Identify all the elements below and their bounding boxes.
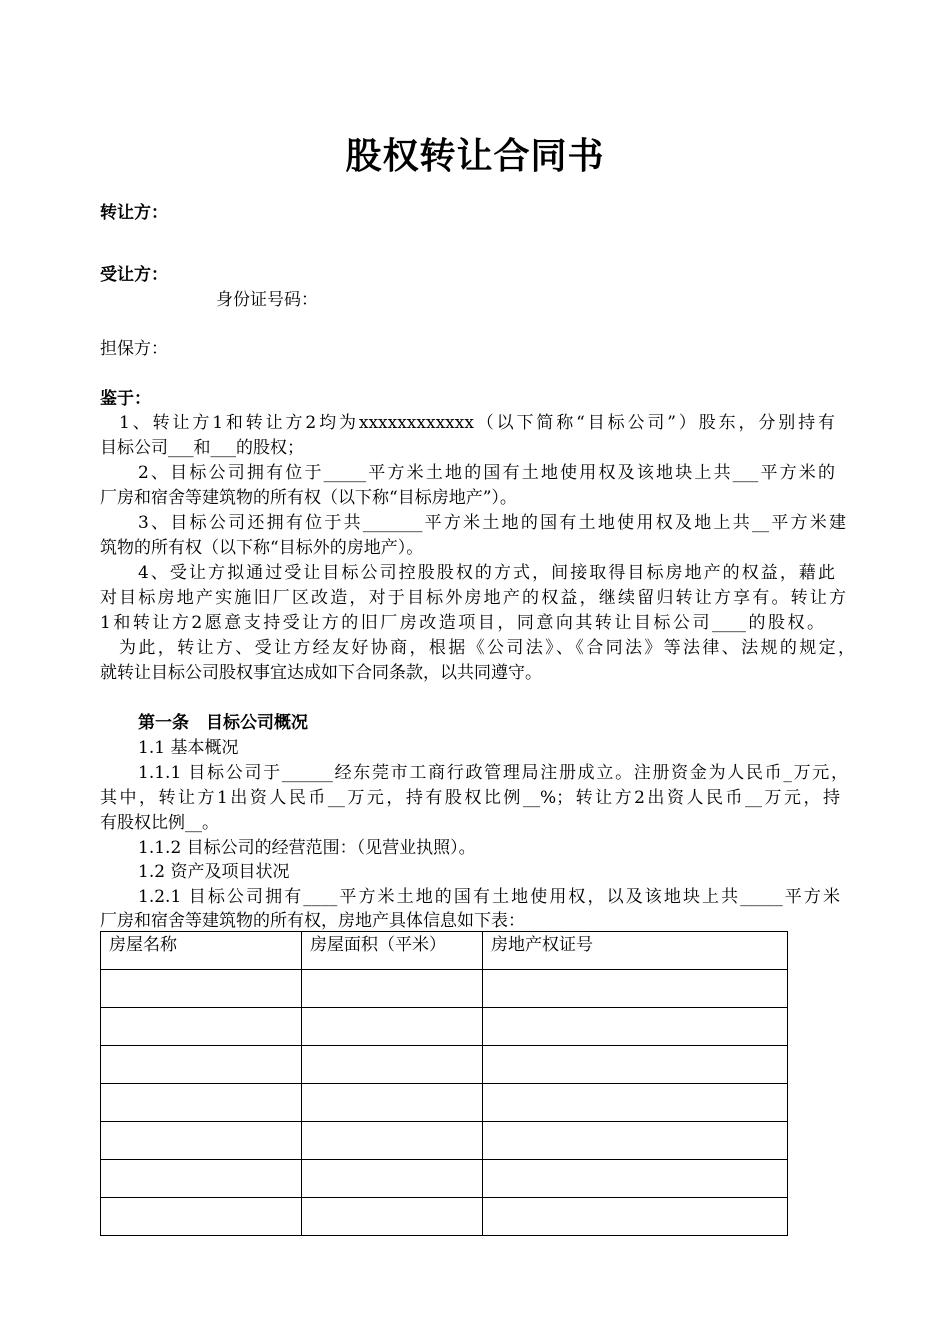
- table-cell: [483, 1160, 788, 1198]
- table-cell: [101, 1008, 302, 1046]
- whereas-line: 目标公司___和___的股权；: [100, 438, 304, 458]
- article-line: 1.2 资产及项目状况: [138, 862, 290, 882]
- table-cell: [101, 1160, 302, 1198]
- article-line: 其中，转让方1出资人民币__万元，持有股权比例__%；转让方2出资人民币__万元，持: [100, 788, 840, 808]
- table-cell: [483, 1198, 788, 1236]
- article1-heading: 第一条 目标公司概况: [138, 713, 308, 733]
- whereas-line: 对目标房地产实施旧厂区改造，对于目标外房地产的权益，继续留归转让方享有。转让方: [100, 588, 846, 608]
- table-row: [101, 1084, 788, 1122]
- whereas-line: 1、转让方1和转让方2均为xxxxxxxxxxxx（以下简称“目标公司”）股东，分别持有: [119, 413, 835, 433]
- article-line: 1.1.2 目标公司的经营范围：（见营业执照）。: [138, 838, 476, 858]
- header-house-area: 房屋面积（平米）: [302, 932, 483, 970]
- guarantor-label: 担保方：: [100, 339, 168, 359]
- article-line: 1.1 基本概况: [138, 738, 239, 758]
- table-cell: [101, 1122, 302, 1160]
- whereas-line: 厂房和宿舍等建筑物的所有权（以下称“目标房地产”）。: [100, 488, 517, 508]
- table-cell: [101, 1198, 302, 1236]
- table-row: [101, 1122, 788, 1160]
- table-cell: [483, 1008, 788, 1046]
- table-cell: [101, 1046, 302, 1084]
- table-cell: [483, 970, 788, 1008]
- whereas-line: 就转让目标公司股权事宜达成如下合同条款，以共同遵守。: [100, 663, 542, 683]
- table-cell: [302, 970, 483, 1008]
- table-header-row: [101, 932, 788, 970]
- article-line: 有股权比例__。: [100, 813, 219, 833]
- document-title: 股权转让合同书: [345, 136, 605, 177]
- whereas-label: 鉴于：: [100, 389, 151, 409]
- transferee-label: 受让方：: [100, 265, 168, 285]
- table-cell: [302, 1084, 483, 1122]
- property-table: [100, 931, 788, 1236]
- table-cell: [302, 1122, 483, 1160]
- article-line: 1.2.1 目标公司拥有____平方米土地的国有土地使用权，以及该地块上共_____平方米: [138, 887, 840, 907]
- table-cell: [101, 1084, 302, 1122]
- whereas-line: 4、受让方拟通过受让目标公司控股股权的方式，间接取得目标房地产的权益，藉此: [138, 563, 835, 583]
- article-line: 1.1.1 目标公司于______经东莞市工商行政管理局注册成立。注册资金为人民币_万元，: [138, 763, 848, 783]
- table-cell: [302, 1046, 483, 1084]
- table-row: [101, 1198, 788, 1236]
- table-row: [101, 970, 788, 1008]
- table-cell: [302, 1008, 483, 1046]
- table-cell: [483, 1122, 788, 1160]
- article-line: 厂房和宿舍等建筑物的所有权，房地产具体信息如下表：: [100, 911, 525, 931]
- whereas-line: 筑物的所有权（以下称“目标外的房地产）。: [100, 538, 424, 558]
- id-number-label: 身份证号码：: [216, 290, 318, 310]
- table-cell: [302, 1160, 483, 1198]
- table-cell: [101, 970, 302, 1008]
- table-cell: [483, 1046, 788, 1084]
- header-house-name: 房屋名称: [101, 932, 302, 970]
- transferor-label: 转让方：: [100, 203, 168, 223]
- table-row: [101, 1008, 788, 1046]
- table-row: [101, 1160, 788, 1198]
- whereas-line: 2、目标公司拥有位于_____平方米土地的国有土地使用权及该地块上共___平方米的: [138, 463, 835, 483]
- table-cell: [483, 1084, 788, 1122]
- whereas-line: 3、目标公司还拥有位于共_______平方米土地的国有土地使用权及地上共__平方米建: [138, 513, 846, 533]
- table-cell: [302, 1198, 483, 1236]
- whereas-line: 为此，转让方、受让方经友好协商，根据《公司法》、《合同法》等法律、法规的规定，: [119, 638, 855, 658]
- table-row: [101, 1046, 788, 1084]
- header-certificate-number: 房地产权证号: [483, 932, 788, 970]
- whereas-line: 1和转让方2愿意支持受让方的旧厂房改造项目，同意向其转让目标公司____的股权。: [100, 613, 824, 633]
